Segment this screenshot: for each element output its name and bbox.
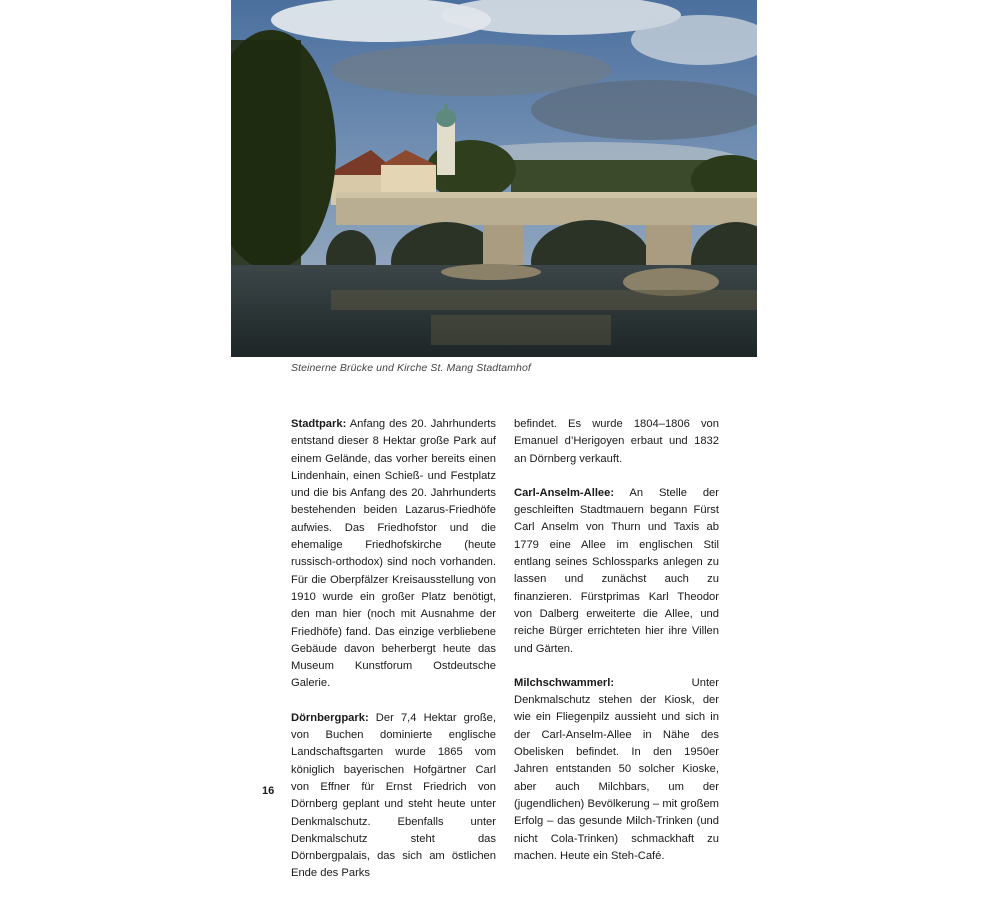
paragraph-text: Der 7,4 Hektar große, von Buchen dominierte englische Landschaftsgarten wurde 1865 vom königlich bayerischen Hofgärtner Carl von Effner für Ernst Friedrich von Dörnberg geplant und steht heute unter Denkmalschutz. Ebenfalls unter Denkmalschutz steht das Dörnbergpalais, das sich am östlichen Ende des Parks bbox=[291, 711, 496, 880]
paragraph-heading: Milchschwammerl: bbox=[514, 676, 615, 689]
paragraph-text: Anfang des 20. Jahrhunderts entstand dieser 8 Hektar große Park auf einem Gelände, das vorher bereits einen Lindenhain, einen Schieß- und Festplatz und die bis Anfang des 20. Jahrhunderts bestehenden beiden Lazarus-Friedhöfe aufwies. Das Friedhofstor und die ehemalige Friedhofskirche (heute russisch-orthodox) sind noch vorhanden. Für die Oberpfälzer Kreisausstellung von 1910 wurde ein großer Platz benötigt, den man hier (noch mit Ausnahme der Friedhöfe) fand. Das einzige verbliebene Gebäude davon beherbergt heute das Museum Kunstforum Ostdeutsche Galerie. bbox=[291, 418, 496, 690]
paragraph-carl-anselm-allee bbox=[514, 485, 719, 658]
paragraph-doernbergpark bbox=[291, 710, 496, 883]
paragraph-heading: Stadtpark: bbox=[291, 418, 347, 430]
paragraph-continuation bbox=[514, 416, 719, 468]
paragraph-stadtpark bbox=[291, 416, 496, 693]
paragraph-text: An Stelle der geschleiften Stadtmauern begann Fürst Carl Anselm von Thurn und Taxis ab 1779 eine Allee im englischen Stil entlang seines Schlossparks anlegen zu lassen und zunächst auch zu finanzieren. Fürstprimas Karl Theodor von Dalberg erweiterte die Allee, und reiche Bürger errichteten hier ihre Villen und Gärten. bbox=[514, 486, 719, 655]
paragraph-milchschwammerl bbox=[514, 675, 719, 865]
bridge-photo bbox=[231, 0, 757, 357]
paragraph-text: befindet. Es wurde 1804–1806 von Emanuel d’Herigoyen erbaut und 1832 an Dörnberg verkauft. bbox=[514, 418, 719, 465]
paragraph-text: Unter Denkmalschutz stehen der Kiosk, der wie ein Fliegenpilz aussieht und sich in der Carl-Anselm-Allee in Nähe des Obelisken befindet. In den 1950er Jahren entstanden 50 solcher Kioske, aber auch Milchbars, um der (jugendlichen) Bevölkerung – mit großem Erfolg – das gesunde Milch-Trinken (und nicht Cola-Trinken) schmackhaft zu machen. Heute ein Steh-Café. bbox=[514, 676, 719, 862]
page-number: 16 bbox=[262, 785, 275, 797]
text-column-left bbox=[291, 416, 496, 900]
figure-caption: Steinerne Brücke und Kirche St. Mang Stadtamhof bbox=[291, 362, 531, 374]
paragraph-heading: Dörnbergpark: bbox=[291, 711, 369, 724]
text-column-right bbox=[514, 416, 719, 882]
paragraph-heading: Carl-Anselm-Allee: bbox=[514, 486, 615, 499]
